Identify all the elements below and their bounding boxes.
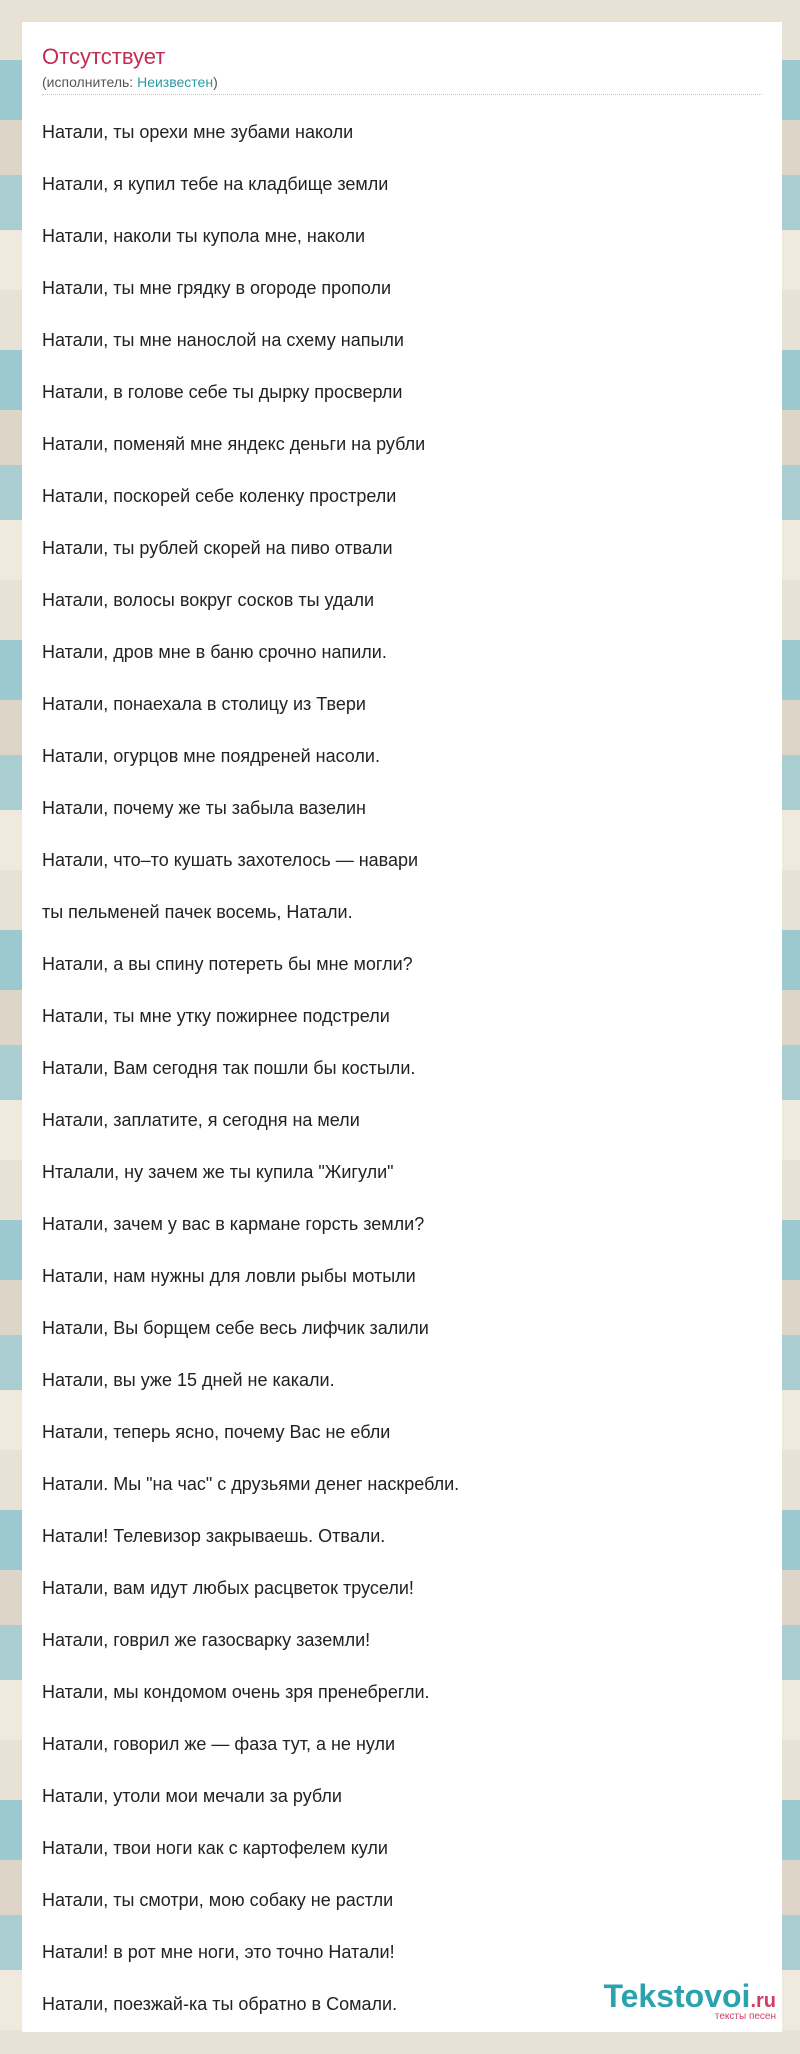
lyric-line: Нталали, ну зачем же ты купила "Жигули" — [42, 1162, 394, 1182]
lyric-line: Натали, заплатите, я сегодня на мели — [42, 1110, 360, 1130]
lyric-line: Натали, ты мне утку пожирнее подстрели — [42, 1006, 390, 1026]
lyric-line: Натали, волосы вокруг сосков ты удали — [42, 590, 374, 610]
lyric-line: Натали, дров мне в баню срочно напили. — [42, 642, 387, 662]
lyric-line: Натали, поскорей себе коленку прострели — [42, 486, 397, 506]
song-title: Отсутствует — [42, 44, 166, 69]
logo-brand — [603, 1978, 776, 2015]
lyric-line: Натали, Вы борщем себе весь лифчик залили — [42, 1318, 429, 1338]
lyric-line: Натали, наколи ты купола мне, наколи — [42, 226, 366, 246]
lyric-line: Натали, ты мне нанослой на схему напыли — [42, 330, 404, 350]
lyric-line: Натали, понаехала в столицу из Твери — [42, 694, 366, 714]
lyric-line: Натали, а вы спину потереть бы мне могли? — [42, 954, 413, 974]
lyric-line: ты пельменей пачек восемь, Натали. — [42, 902, 353, 922]
lyric-line: Натали, ты смотри, мою собаку не растли — [42, 1890, 394, 1910]
lyric-line: Натали, огурцов мне поядреней насоли. — [42, 746, 380, 766]
site-logo[interactable] — [603, 1978, 776, 2022]
dotted-divider — [42, 94, 762, 95]
logo-tagline: тексты песен — [714, 2011, 776, 2022]
lyric-line: Натали! в рот мне ноги, это точно Натали! — [42, 1942, 395, 1962]
lyric-line: Натали, поменяй мне яндекс деньги на рубли — [42, 434, 426, 454]
lyric-line: Натали, нам нужны для ловли рыбы мотыли — [42, 1266, 416, 1286]
lyric-line: Натали, твои ноги как с картофелем кули — [42, 1838, 388, 1858]
lyric-line: Натали, я купил тебе на кладбище земли — [42, 174, 389, 194]
performer-prefix: (исполнитель: — [42, 74, 138, 90]
lyric-line: Натали, вы уже 15 дней не какали. — [42, 1370, 335, 1390]
lyric-line: Натали! Телевизор закрываешь. Отвали. — [42, 1526, 386, 1546]
lyric-line: Натали, ты орехи мне зубами наколи — [42, 122, 354, 142]
lyric-line: Натали, почему же ты забыла вазелин — [42, 798, 366, 818]
lyric-line: Натали, Вам сегодня так пошли бы костыли. — [42, 1058, 416, 1078]
lyric-line: Натали, теперь ясно, почему Вас не ебли — [42, 1422, 391, 1442]
lyric-line: Натали, что–то кушать захотелось — навари — [42, 850, 419, 870]
logo-brand-text: Tekstovoi — [603, 1978, 751, 2014]
lyric-line: Натали, зачем у вас в кармане горсть земли? — [42, 1214, 425, 1234]
performer-link[interactable]: Неизвестен — [137, 74, 214, 90]
lyric-line: Натали, поезжай-ка ты обратно в Сомали. — [42, 1994, 398, 2014]
lyric-line: Натали, утоли мои мечали за рубли — [42, 1786, 342, 1806]
lyric-line: Натали, мы кондомом очень зря пренебрегли. — [42, 1682, 430, 1702]
lyric-line: Натали, говорил же — фаза тут, а не нули — [42, 1734, 396, 1754]
lyric-line: Натали, ты мне грядку в огороде прополи — [42, 278, 392, 298]
lyrics-list — [42, 106, 762, 2030]
logo-tld: .ru — [750, 1990, 776, 2012]
lyrics-card — [22, 22, 782, 2032]
lyric-line: Натали, говрил же газосварку заземли! — [42, 1630, 371, 1650]
lyric-line: Натали, в голове себе ты дырку просверли — [42, 382, 403, 402]
lyric-line: Натали, ты рублей скорей на пиво отвали — [42, 538, 393, 558]
lyric-line: Натали, вам идут любых расцветок трусели! — [42, 1578, 414, 1598]
performer-suffix: ) — [213, 74, 218, 90]
performer-line — [42, 74, 218, 90]
lyric-line: Натали. Мы "на час" с друзьями денег наскребли. — [42, 1474, 460, 1494]
